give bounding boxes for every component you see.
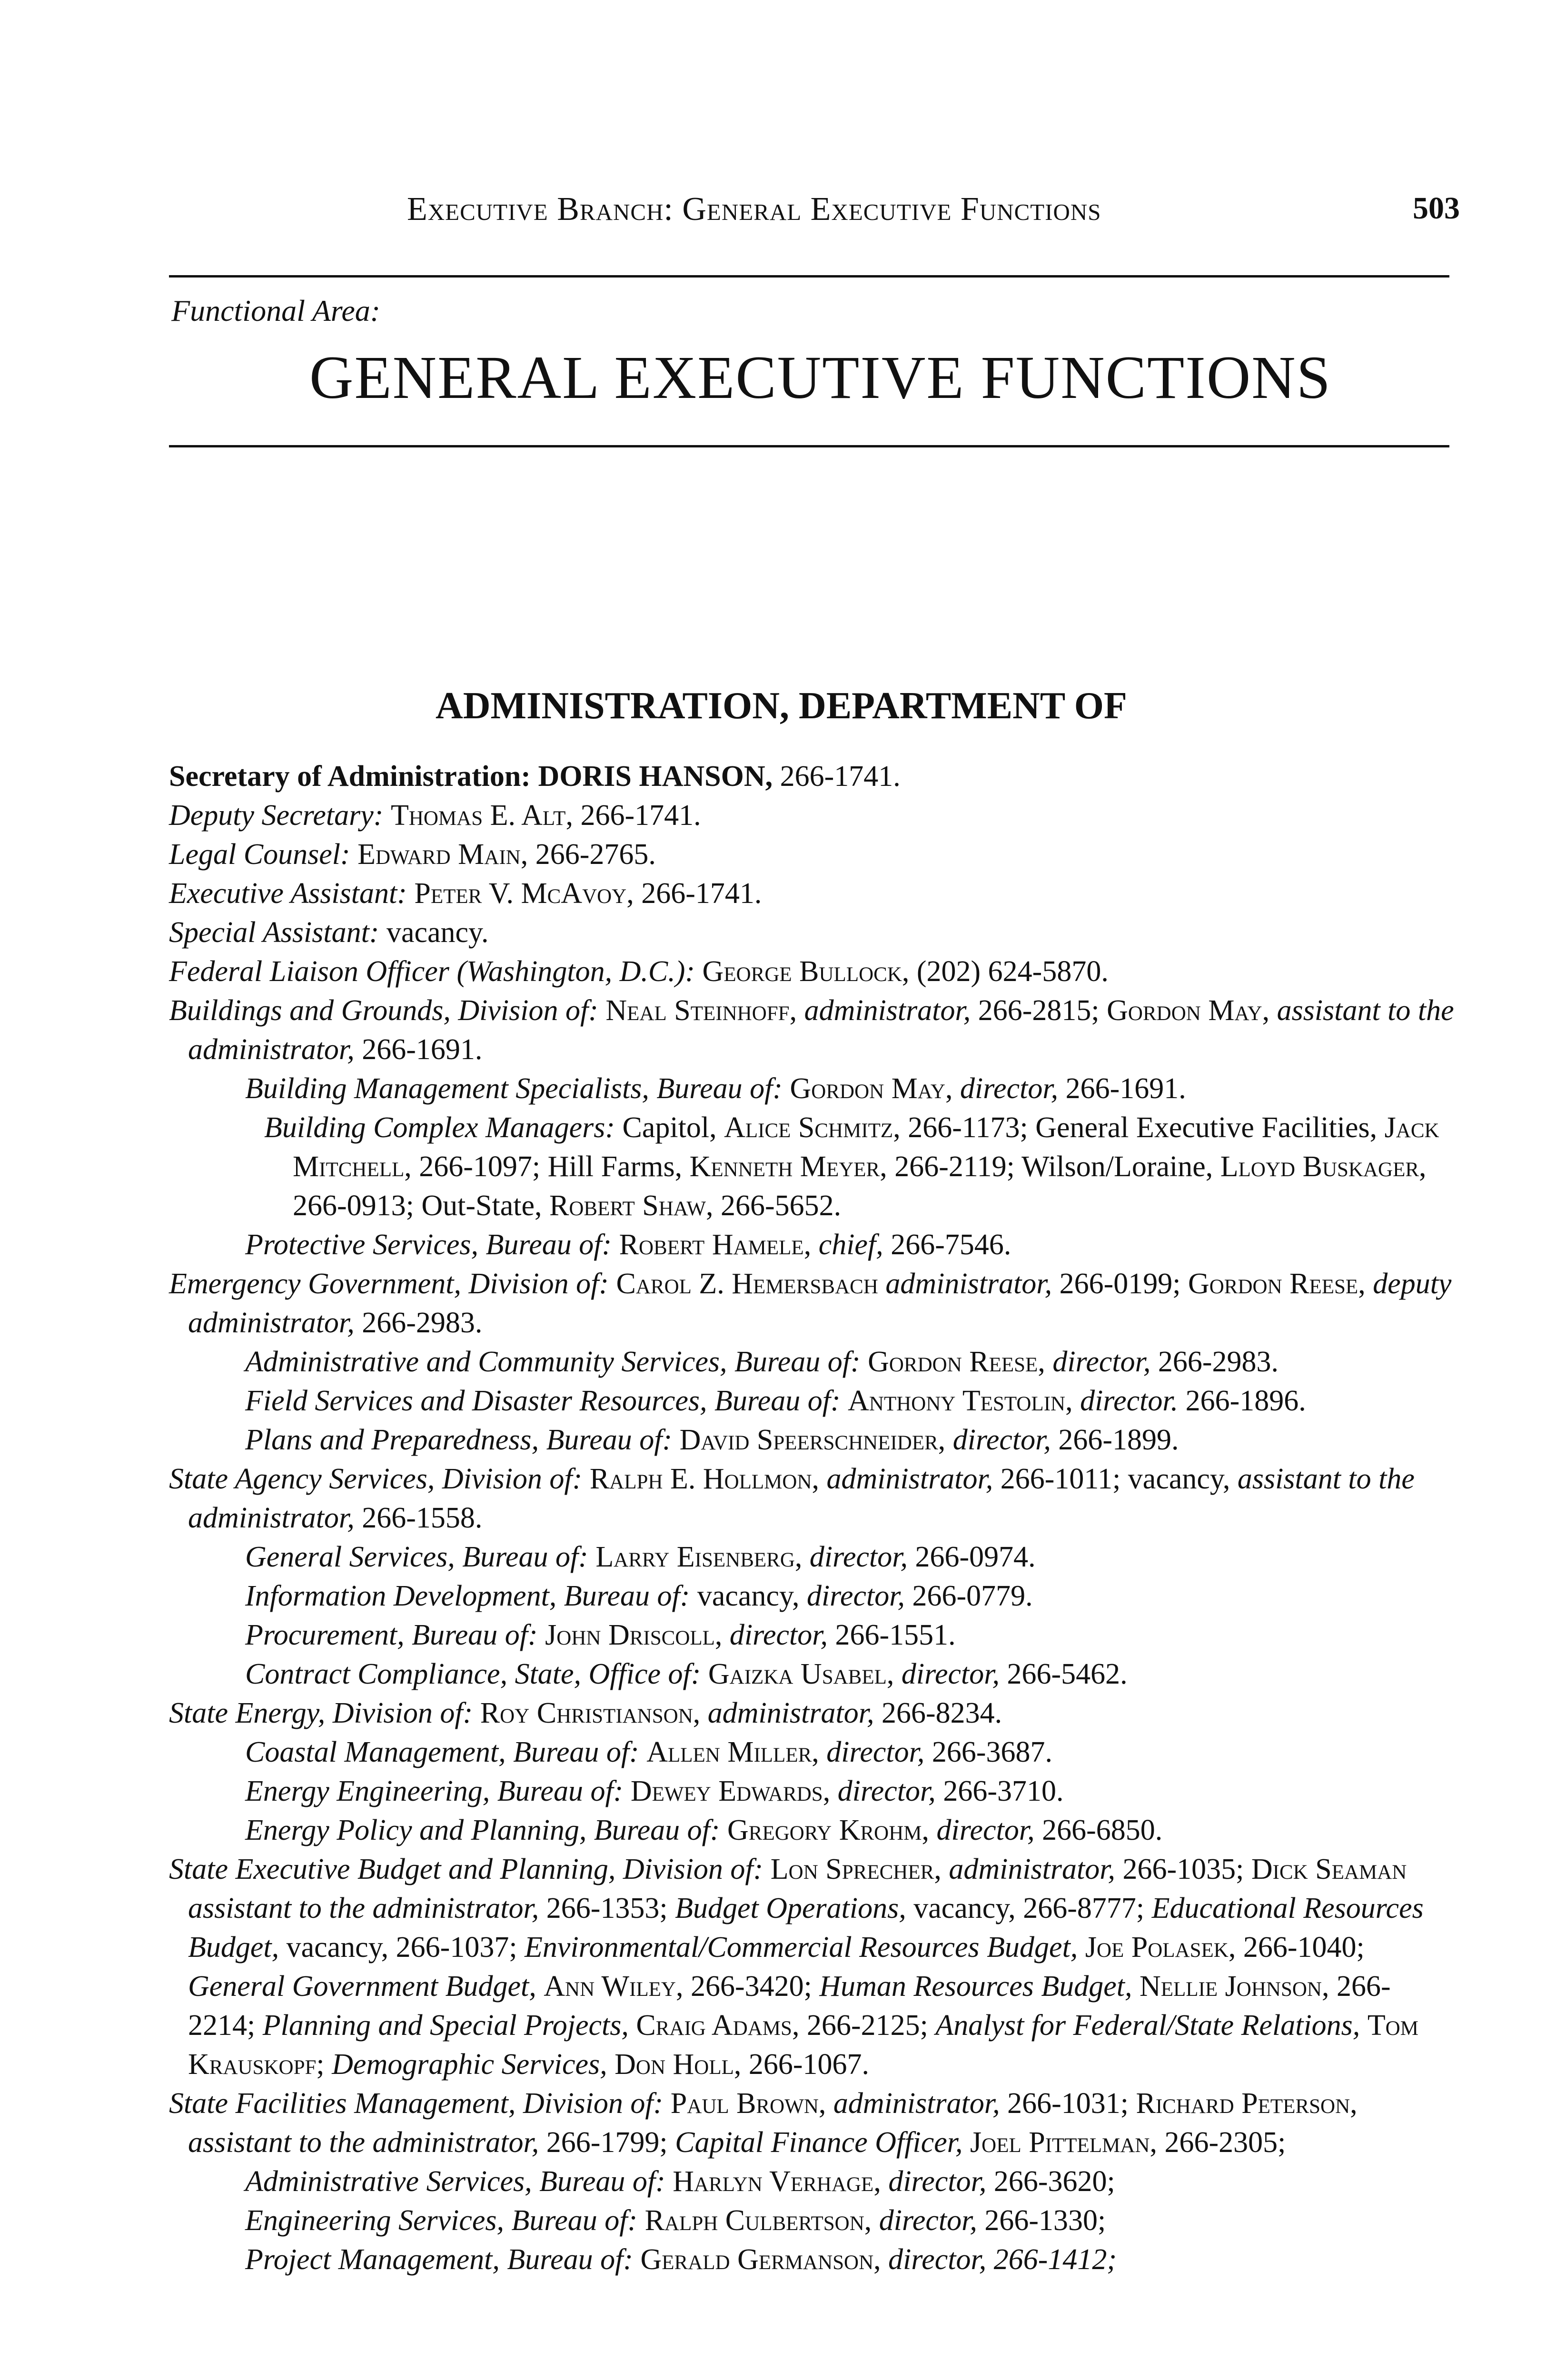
federal-liaison-entry: Federal Liaison Officer (Washington, D.C.): George Bullock, (202) 624-5870. (169, 955, 1109, 988)
procurement-entry: Procurement, Bureau of: John Driscoll, director, 266-1551. (245, 1619, 956, 1651)
executive-assistant-entry: Executive Assistant: Peter V. McAvoy, 266-1741. (169, 877, 762, 910)
building-management-entry: Building Management Specialists, Bureau of: Gordon May, director, 266-1691. (245, 1072, 1186, 1105)
project-management-entry: Project Management, Bureau of: Gerald Germanson, director, 266-1412; (245, 2243, 1117, 2276)
facilities-management-entry: State Facilities Management, Division of: Paul Brown, administrator, 266-1031; Richard Peterson, assistant to the administrator, 266-1799; Capital Finance Officer, Joel Pittelman, 266-2305; (169, 2087, 1358, 2159)
state-agency-entry: State Agency Services, Division of: Ralph E. Hollmon, administrator, 266-1011; vacancy, assistant to the administrator, 266-1558. (169, 1463, 1415, 1534)
running-head: Executive Branch: General Executive Functions (407, 191, 1101, 228)
energy-policy-entry: Energy Policy and Planning, Bureau of: Gregory Krohm, director, 266-6850. (245, 1814, 1163, 1846)
energy-engineering-entry: Energy Engineering, Bureau of: Dewey Edwards, director, 266-3710. (245, 1775, 1064, 1807)
directory-body (169, 757, 1454, 2279)
executive-budget-entry: State Executive Budget and Planning, Division of: Lon Sprecher, administrator, 266-1035; Dick Seaman assistant to the administrator, 266-1353; Budget Operations, vacancy, 266-8777; Educational Resources Budget, vacancy, 266-1037; Environmental/Commercial Resources Budget, Joe Polasek, 266-1040; General Government Budget, Ann Wiley, 266-3420; Human Resources Budget, Nellie Johnson, 266-2214; Planning and Special Projects, Craig Adams, 266-2125; Analyst for Federal/State Relations, Tom Krauskopf; Demographic Services, Don Holl, 266-1067. (169, 1853, 1424, 2081)
building-complex-entry: Building Complex Managers: Capitol, Alice Schmitz, 266-1173; General Executive Facilities, Jack Mitchell, 266-1097; Hill Farms, Kenneth Meyer, 266-2119; Wilson/Loraine, Lloyd Buskager, 266-0913; Out-State, Robert Shaw, 266-5652. (264, 1111, 1439, 1222)
legal-counsel-entry: Legal Counsel: Edward Main, 266-2765. (169, 838, 656, 871)
buildings-grounds-entry: Buildings and Grounds, Division of: Neal Steinhoff, administrator, 266-2815; Gordon May, assistant to the administrator, 266-1691. (169, 994, 1454, 1066)
state-energy-entry: State Energy, Division of: Roy Christianson, administrator, 266-8234. (169, 1697, 1002, 1729)
title-rule (169, 445, 1449, 447)
contract-compliance-entry: Contract Compliance, State, Office of: Gaizka Usabel, director, 266-5462. (245, 1658, 1128, 1690)
functional-area-title: GENERAL EXECUTIVE FUNCTIONS (309, 344, 1331, 411)
administrative-services-entry: Administrative Services, Bureau of: Harlyn Verhage, director, 266-3620; (245, 2165, 1115, 2198)
emergency-government-entry: Emergency Government, Division of: Carol Z. Hemersbach administrator, 266-0199; Gordon Reese, deputy administrator, 266-2983. (169, 1268, 1452, 1339)
engineering-services-entry: Engineering Services, Bureau of: Ralph Culbertson, director, 266-1330; (245, 2204, 1106, 2237)
department-title: ADMINISTRATION, DEPARTMENT OF (436, 685, 1127, 727)
coastal-management-entry: Coastal Management, Bureau of: Allen Miller, director, 266-3687. (245, 1736, 1053, 1768)
deputy-secretary-entry: Deputy Secretary: Thomas E. Alt, 266-1741. (169, 799, 701, 832)
protective-services-entry: Protective Services, Bureau of: Robert Hamele, chief, 266-7546. (245, 1229, 1011, 1261)
field-services-entry: Field Services and Disaster Resources, Bureau of: Anthony Testolin, director. 266-1896. (245, 1385, 1306, 1417)
information-development-entry: Information Development, Bureau of: vacancy, director, 266-0779. (245, 1580, 1033, 1612)
general-services-entry: General Services, Bureau of: Larry Eisenberg, director, 266-0974. (245, 1541, 1036, 1573)
plans-preparedness-entry: Plans and Preparedness, Bureau of: David Speerschneider, director, 266-1899. (245, 1424, 1179, 1456)
admin-community-entry: Administrative and Community Services, Bureau of: Gordon Reese, director, 266-2983. (245, 1346, 1279, 1378)
page-number: 503 (1413, 191, 1460, 226)
functional-area-label: Functional Area: (171, 294, 381, 327)
header-rule (169, 275, 1449, 278)
special-assistant-entry: Special Assistant: vacancy. (169, 916, 489, 949)
secretary-entry: Secretary of Administration: DORIS HANSON, 266-1741. (169, 760, 901, 793)
